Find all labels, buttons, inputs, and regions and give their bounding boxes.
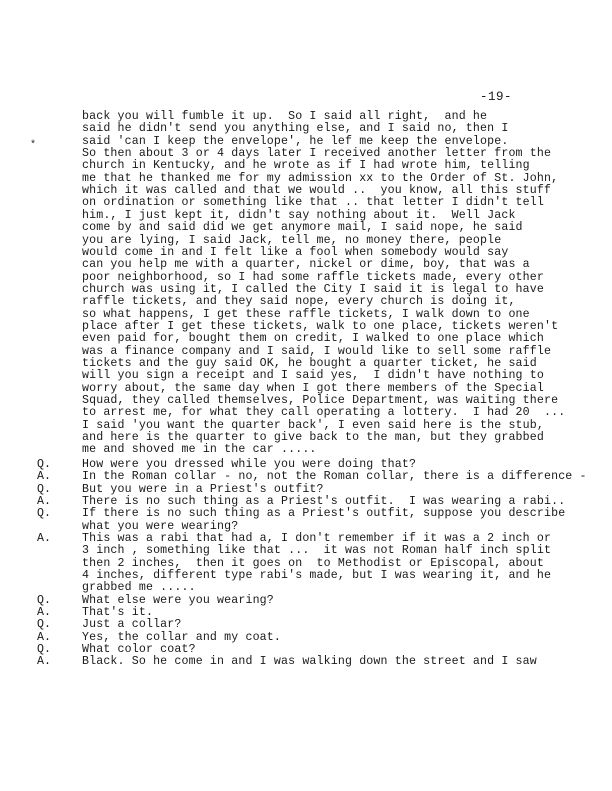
narrative-line: So then about 3 or 4 days later I received another letter from the (82, 147, 552, 161)
answer-text: Yes, the collar and my coat. (82, 630, 282, 644)
narrative-line: him., I just kept it, didn't say nothing about it. Well Jack (82, 208, 516, 222)
question-label: Q. (37, 643, 51, 657)
answer-label: A. (37, 655, 51, 669)
narrative-line: church was using it, I called the City I said it is legal to have (82, 282, 544, 296)
narrative-line: said he didn't send you anything else, and I said no, then I (82, 122, 509, 136)
answer-text: 3 inch , something like that ... it was not Roman half inch split (82, 544, 552, 558)
answer-text: This was a rabi that had a, I don't remember if it was a 2 inch or (82, 531, 552, 545)
answer-text: In the Roman collar - no, not the Roman collar, there is a difference - (82, 470, 587, 484)
narrative-line: was a finance company and I said, I would like to sell some raffle (82, 344, 552, 358)
question-label: Q. (37, 507, 51, 521)
narrative-line: said 'can I keep the envelope', he lef me keep the envelope. (82, 134, 509, 148)
narrative-line: me that he thanked me for my admission xx to the Order of St. John, (82, 171, 559, 185)
question-text: If there is no such thing as a Priest's outfit, suppose you describe (82, 507, 566, 521)
question-text: But you were in a Priest's outfit? (82, 482, 324, 496)
answer-text: 4 inches, different type rabi's made, but I was wearing it, and he (82, 568, 552, 582)
question-label: Q. (37, 457, 51, 471)
answer-label: A. (37, 470, 51, 484)
narrative-line: and here is the quarter to give back to the man, but they grabbed (82, 431, 544, 445)
answer-text: That's it. (82, 606, 154, 619)
narrative-line: back you will fumble it up. So I said all right, and he (82, 110, 488, 123)
question-text: what you were wearing? (82, 519, 239, 533)
answer-label: A. (37, 606, 51, 619)
narrative-line: church in Kentucky, and he wrote as if I had wrote him, telling (82, 159, 530, 173)
narrative-line: worry about, the same day when I got there members of the Special (82, 381, 544, 395)
narrative-line: even paid for, bought them on credit, I walked to one place which (82, 332, 544, 346)
narrative-line: can you help me with a quarter, nickel or dime, boy, that was a (82, 258, 530, 272)
narrative-line: tickets and the guy said OK, he bought a quarter ticket, he said (82, 357, 537, 370)
narrative-line: me and shoved me in the car ..... (82, 443, 317, 457)
narrative-line: I said 'you want the quarter back', I even said here is the stub, (82, 418, 544, 432)
answer-text: Black. So he come in and I was walking down the street and I saw (82, 655, 537, 669)
margin-mark: * (30, 140, 37, 151)
narrative-line: come by and said did we get anymore mail, I said nope, he said (82, 221, 523, 235)
narrative-line: place after I get these tickets, walk to one place, tickets weren't (82, 319, 559, 333)
question-label: Q. (37, 618, 51, 632)
narrative-line: Squad, they called themselves, Police Department, was waiting there (82, 394, 559, 408)
question-text: How were you dressed while you were doing that? (82, 457, 417, 471)
narrative-line: which it was called and that we would .. you know, all this stuff (82, 184, 552, 198)
narrative-line: so what happens, I get these raffle tickets, I walk down to one (82, 307, 530, 321)
narrative-line: raffle tickets, and they said nope, every church is doing it, (82, 295, 516, 309)
narrative-line: poor neighborhood, so I had some raffle tickets made, every other (82, 270, 544, 284)
answer-text: grabbed me ..... (82, 581, 196, 595)
narrative-line: you are lying, I said Jack, tell me, no money there, people (82, 233, 502, 247)
question-text: What color coat? (82, 643, 196, 657)
page-number: -19- (480, 90, 513, 104)
answer-text: There is no such thing as a Priest's outfit. I was wearing a rabi.. (82, 494, 566, 508)
narrative-line: would come in and I felt like a fool when somebody would say (82, 245, 509, 259)
answer-label: A. (37, 531, 51, 545)
answer-label: A. (37, 630, 51, 644)
question-text: Just a collar? (82, 618, 182, 632)
question-label: Q. (37, 593, 51, 607)
answer-label: A. (37, 494, 51, 508)
narrative-line: on ordination or something like that .. that letter I didn't tell (82, 196, 544, 210)
question-label: Q. (37, 482, 51, 496)
question-text: What else were you wearing? (82, 593, 274, 607)
answer-text: then 2 inches, then it goes on to Methodist or Episcopal, about (82, 556, 544, 570)
narrative-line: will you sign a receipt and I said yes, I didn't have nothing to (82, 369, 544, 383)
narrative-line: to arrest me, for what they call operating a lottery. I had 20 ... (82, 406, 566, 420)
